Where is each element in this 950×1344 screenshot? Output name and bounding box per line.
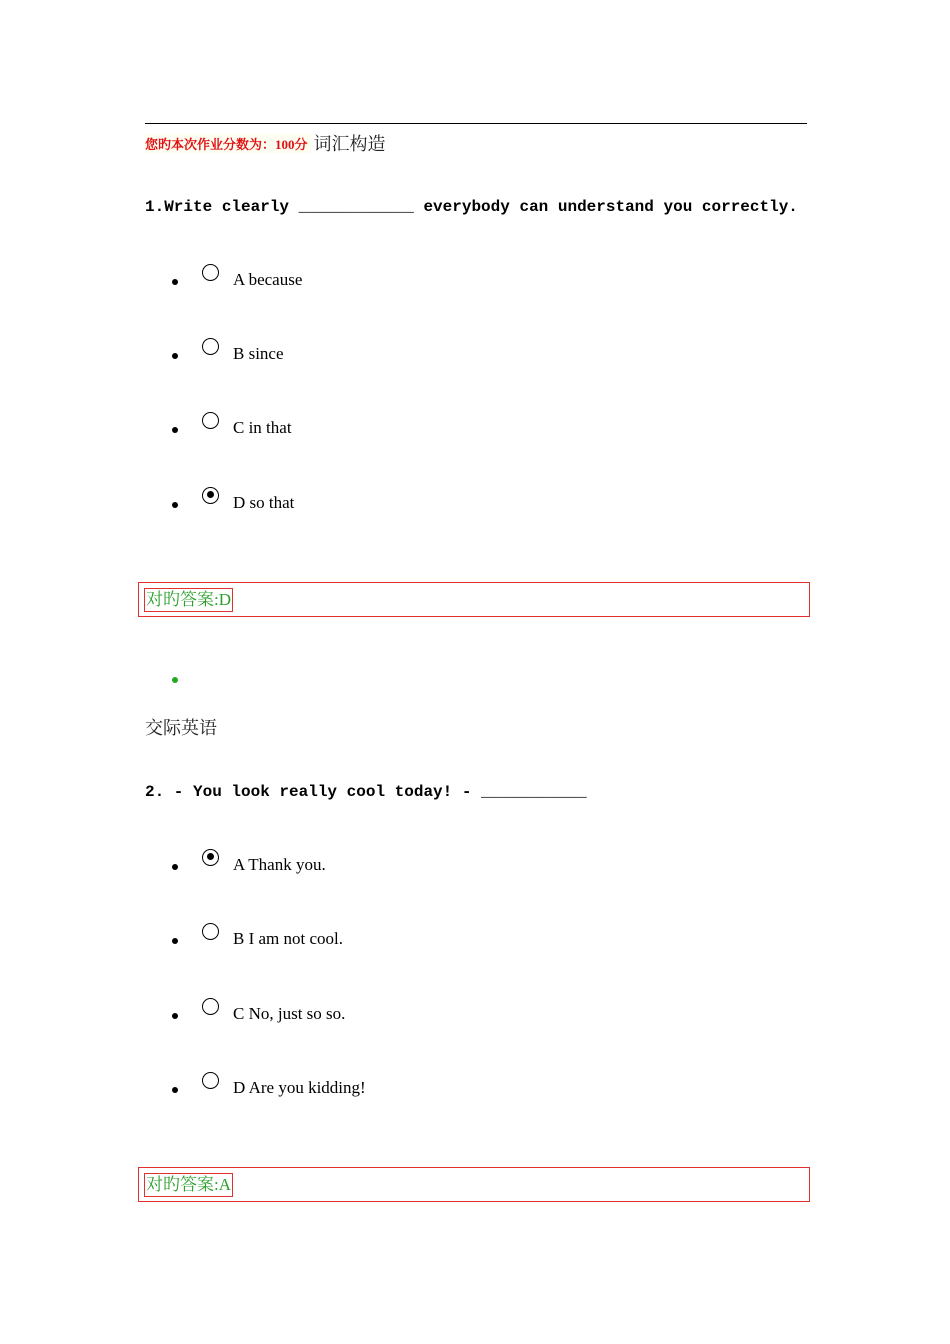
q2-option-c-label: C No, just so so. [233, 1004, 346, 1023]
q1-radio-a[interactable] [202, 264, 219, 281]
q1-option-d-label: D so that [233, 493, 295, 512]
q2-answer-box [138, 1167, 810, 1202]
bullet-icon [172, 502, 178, 508]
q2-option-d-label: D Are you kidding! [233, 1078, 366, 1097]
q1-option-c[interactable] [172, 412, 292, 442]
q2-option-b-label: B I am not cool. [233, 929, 344, 948]
q1-radio-d[interactable] [202, 487, 219, 504]
bullet-icon [172, 353, 178, 359]
q1-option-b[interactable] [172, 338, 284, 368]
question-2-text: 2. - You look really cool today! - ___________ [145, 783, 587, 801]
bullet-icon [172, 1013, 178, 1019]
q2-radio-d[interactable] [202, 1072, 219, 1089]
q2-option-a[interactable] [172, 849, 326, 879]
q2-option-b[interactable] [172, 923, 343, 953]
question-1-text: 1.Write clearly ____________ everybody can understand you correctly. [145, 198, 798, 216]
q1-option-b-label: B since [233, 344, 284, 363]
q1-answer-box [138, 582, 810, 617]
q1-option-a-label: A because [233, 270, 303, 289]
q1-option-a[interactable] [172, 264, 302, 294]
green-bullet-icon [172, 677, 178, 683]
q2-option-c[interactable] [172, 998, 345, 1028]
section-title-communication: 交际英语 [145, 718, 217, 738]
score-text: 您旳本次作业分数为：100分 [145, 134, 312, 153]
score-header [145, 130, 386, 156]
q2-radio-c[interactable] [202, 998, 219, 1015]
q2-option-d[interactable] [172, 1072, 366, 1102]
q1-correct-answer: 对旳答案:D [144, 588, 233, 612]
bullet-icon [172, 864, 178, 870]
q1-radio-b[interactable] [202, 338, 219, 355]
bullet-icon [172, 1087, 178, 1093]
bullet-icon [172, 427, 178, 433]
q1-radio-c[interactable] [202, 412, 219, 429]
q2-option-a-label: A Thank you. [233, 855, 326, 874]
top-divider [145, 123, 807, 124]
bullet-icon [172, 279, 178, 285]
q1-option-d[interactable] [172, 487, 294, 517]
q2-radio-b[interactable] [202, 923, 219, 940]
q2-correct-answer: 对旳答案:A [144, 1173, 233, 1197]
bullet-icon [172, 938, 178, 944]
q2-radio-a[interactable] [202, 849, 219, 866]
q1-option-c-label: C in that [233, 418, 292, 437]
section-title-vocabulary: 词汇构造 [313, 134, 386, 154]
